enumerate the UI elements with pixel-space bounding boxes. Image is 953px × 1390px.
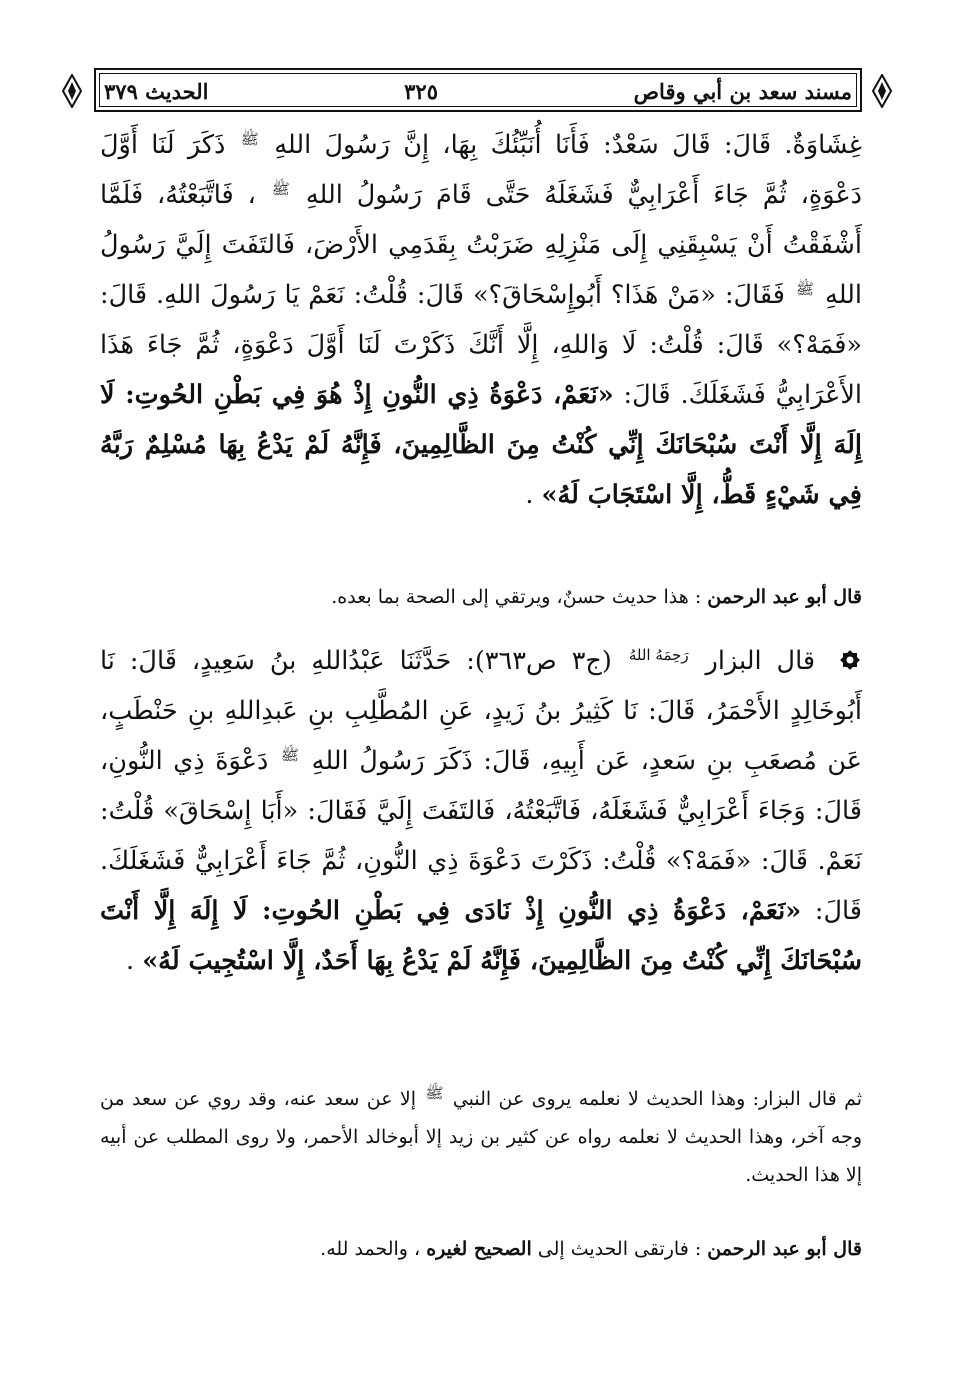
honorific-rahimahullah: رَحِمَهُ اللهُ: [628, 645, 689, 664]
comment-text: : فارتقى الحديث إلى: [531, 1238, 702, 1260]
hadith-text: ذَكَرَ لَنَا أَوَّلَ دَعْوَةٍ، ثُمَّ جَاءَ أَعْرَابِيٌّ فَشَغَلَهُ حَتَّى قَامَ رَسُولُ اللهِ: [100, 130, 863, 210]
hadith-text: ، فَاتَّبَعْتُهُ، فَلَمَّا أَشْفَقْتُ أَنْ يَسْبِقَنِي إِلَى مَنْزِلِهِ ضَرَبْتُ بِقَدَمِي الأَرْضَ، فَالتَفَتَ إِلَيَّ رَسُولُ اللهِ: [100, 180, 862, 310]
ornament-right-icon: [870, 74, 894, 108]
author-comment-2: [100, 1230, 862, 1268]
honorific-salawat: ﷺ: [280, 745, 300, 764]
hadith-text-block-2: [100, 636, 862, 986]
prophetic-saying: «نَعَمْ، دَعْوَةُ ذِي النُّونِ إِذْ نَادَى فِي بَطْنِ الحُوتِ: لَا إِلَهَ إِلَّا أَنْتَ سُبْحَانَكَ إِنِّي كُنْتُ مِنَ الظَّالِمِينَ، فَإِنَّهُ لَمْ يَدْعُ بِهَا أَحَدٌ، إِلَّا اسْتُجِيبَ لَهُ»: [100, 896, 862, 976]
ornament-left-icon: [60, 74, 84, 108]
hadith-text: فَقَالَ: «مَنْ هَذَا؟ أَبُوإِسْحَاقَ؟» قَالَ: قُلْتُ: نَعَمْ يَا رَسُولَ اللهِ. قَالَ: «فَمَهْ؟» قَالَ: قُلْتُ: لَا وَاللهِ، إِلَّا أَنَّكَ ذَكَرْتَ لَنَا أَوَّلَ دَعْوَةٍ، ثُمَّ جَاءَ هَذَا الأَعْرَابِيُّ فَشَغَلَكَ. قَالَ:: [100, 280, 862, 410]
hadith-text: قال البزار: [705, 646, 816, 676]
honorific-salawat: ﷺ: [240, 129, 259, 148]
hadith-text-block-1: [100, 120, 862, 520]
author-comment-1: [100, 578, 862, 616]
prophetic-saying: «نَعَمْ، دَعْوَةُ ذِي النُّونِ إِذْ هُوَ فِي بَطْنِ الحُوتِ: لَا إِلَهَ إِلَّا أَنْتَ سُبْحَانَكَ إِنِّي كُنْتُ مِنَ الظَّالِمِينَ، فَإِنَّهُ لَمْ يَدْعُ بِهَا مُسْلِمٌ رَبَّهُ فِي شَيْءٍ قَطُّ، إِلَّا اسْتَجَابَ لَهُ»: [100, 380, 862, 510]
bazzar-comment: [100, 1080, 862, 1194]
author-label: قال أبو عبد الرحمن: [707, 586, 862, 608]
comment-text: ثم قال البزار: وهذا الحديث لا نعلمه يروى عن النبي: [452, 1088, 863, 1110]
hadith-text: .: [126, 946, 135, 976]
comment-text: إلا عن سعد عنه، وقد روي عن سعد من وجه آخر، وهذا الحديث لا نعلمه رواه عن كثير بن زيد إلا أبوخالد الأحمر، ولا روى المطلب عن أبيه إلا هذا الحديث.: [100, 1088, 862, 1186]
author-label: قال أبو عبد الرحمن: [707, 1238, 862, 1260]
hadith-text: (ج٣ ص٣٦٣): حَدَّثَنَا عَبْدُاللهِ بنُ سَعِيدٍ، قَالَ: نَا أَبُوخَالِدٍ الأَحْمَرُ، قَالَ: نَا كَثِيرُ بنُ زَيدٍ، عَنِ المُطَّلِبِ بنِ عَبدِاللهِ بنِ حَنْطَبٍ، عَن مُصعَبِ بنِ سَعدٍ، عَن أَبِيهِ، قَالَ: ذَكَرَ رَسُولُ اللهِ: [100, 646, 863, 776]
hadith-text: دَعْوَةَ ذِي النُّونِ، قَالَ: وَجَاءَ أَعْرَابِيٌّ فَشَغَلَهُ، فَاتَّبَعْتُهُ، فَالتَفَتَ إِلَيَّ فَقَالَ: «أَبَا إِسْحَاقَ» قُلْتُ: نَعَمْ. قَالَ: «فَمَهْ؟» قُلْتُ: ذَكَرْتَ دَعْوَةَ ذِي النُّونِ، ثُمَّ جَاءَ أَعْرَابِيٌّ فَشَغَلَكَ. قَالَ:: [100, 746, 862, 926]
honorific-salawat: ﷺ: [271, 179, 290, 198]
flower-ornament-icon: [838, 648, 862, 672]
hadith-text: .: [525, 480, 534, 510]
hadith-number: الحديث ٣٧٩: [104, 78, 209, 104]
hadith-text: غِشَاوَةٌ. قَالَ: قَالَ سَعْدٌ: فَأَنَا أُنَبِّئُكَ بِهَا، إِنَّ رَسُولَ اللهِ: [274, 130, 862, 160]
comment-text: : هذا حديث حسنٌ، ويرتقي إلى الصحة بما بعده.: [331, 586, 702, 608]
grading-label: الصحيح لغيره: [426, 1238, 532, 1260]
honorific-salawat: ﷺ: [425, 1083, 444, 1102]
page-number: ٣٢٥: [404, 78, 438, 104]
running-header: [104, 74, 852, 108]
book-title: مسند سعد بن أبي وقاص: [633, 78, 852, 104]
comment-text: ، والحمد لله.: [320, 1238, 421, 1260]
honorific-salawat: ﷺ: [795, 279, 815, 298]
